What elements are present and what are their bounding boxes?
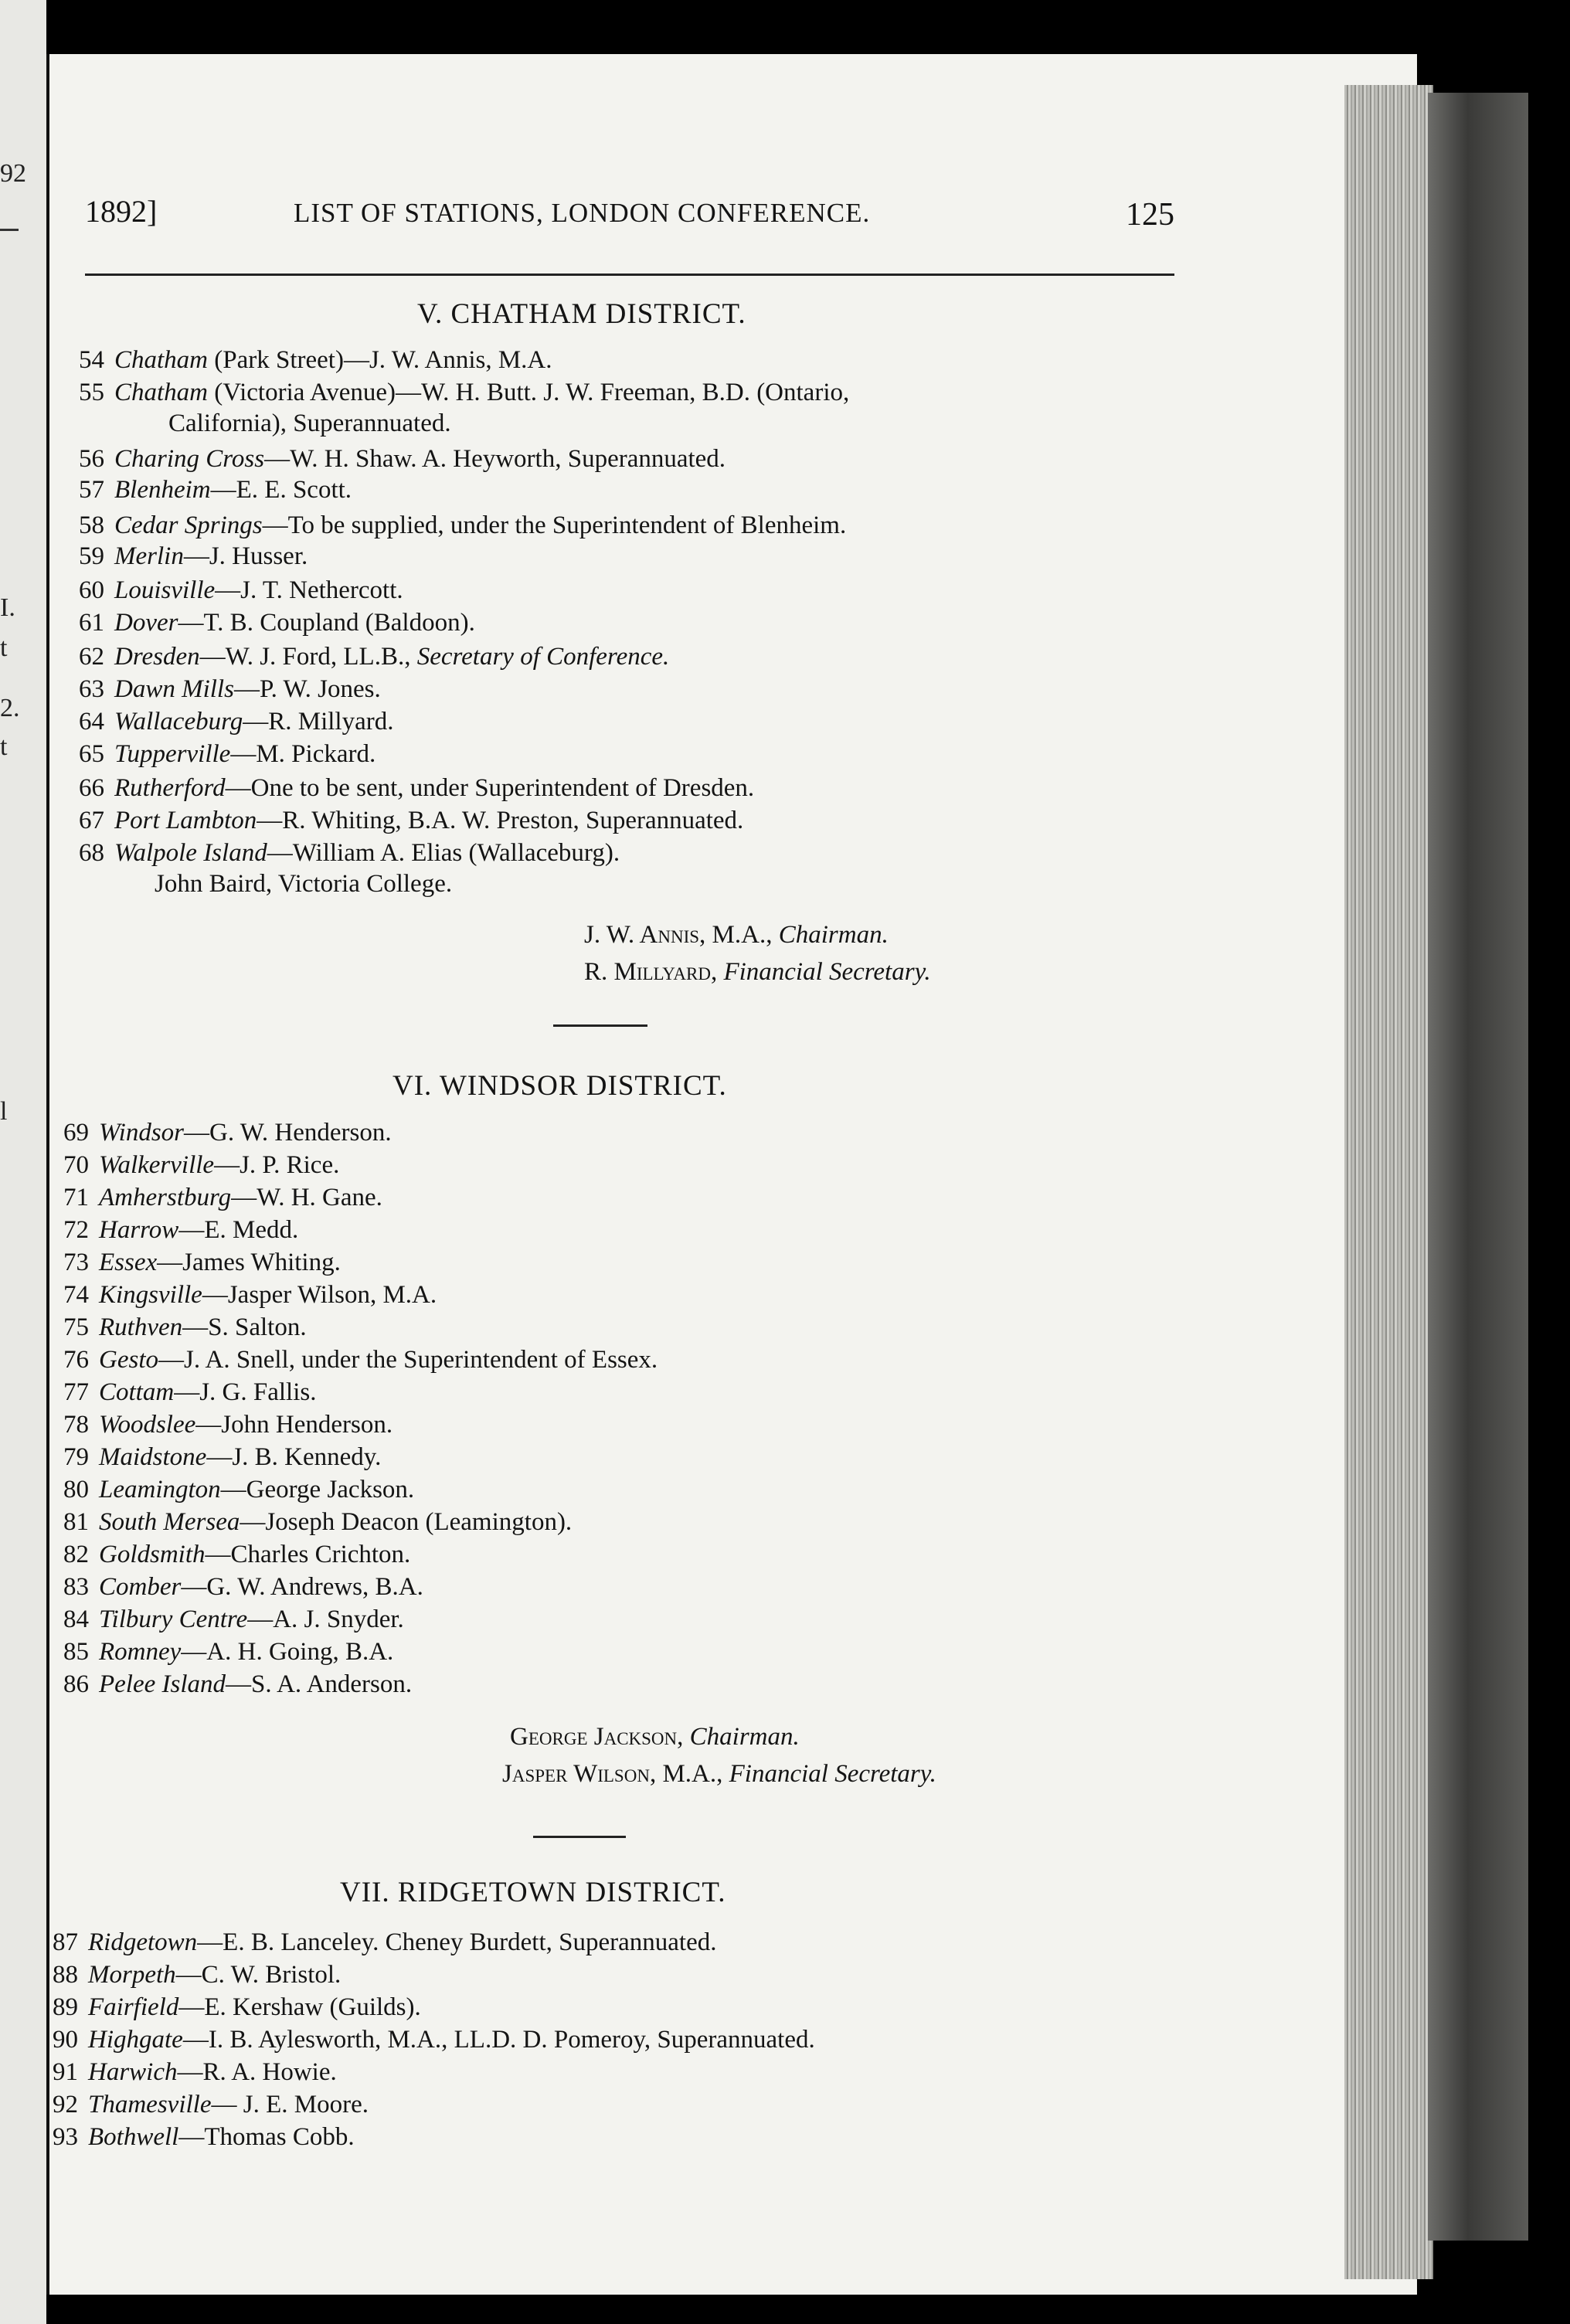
station-text: —George Jackson. — [220, 1476, 415, 1503]
station-entry — [79, 575, 403, 606]
district-title: VI. WINDSOR DISTRICT. — [392, 1070, 727, 1102]
station-entry — [79, 345, 552, 375]
station-number: 85 — [63, 1638, 89, 1666]
station-place: Fairfield — [88, 1993, 179, 2021]
station-place: Blenheim — [114, 476, 211, 504]
signatory-name: Jasper Wilson — [502, 1760, 650, 1788]
station-place: Ruthven — [99, 1313, 183, 1341]
signatory-role: Chairman. — [689, 1723, 800, 1751]
station-text: —P. W. Jones. — [233, 675, 381, 703]
adjacent-page-fragment: I. — [0, 593, 15, 622]
station-text: —James Whiting. — [157, 1249, 341, 1276]
page-stack-edge — [1344, 85, 1433, 2279]
station-entry — [63, 1442, 381, 1473]
station-entry — [53, 2057, 337, 2088]
station-entry — [63, 1279, 437, 1310]
station-text: —J. B. Kennedy. — [206, 1443, 382, 1471]
station-entry — [63, 1571, 423, 1602]
station-place: Kingsville — [99, 1281, 202, 1309]
station-number: 57 — [79, 476, 104, 504]
signatory-degree: , M.A., — [699, 921, 779, 949]
station-number: 83 — [63, 1573, 89, 1601]
station-text: —I. B. Aylesworth, M.A., LL.D. D. Pomeroy, Superannuated. — [182, 2026, 815, 2054]
station-entry — [63, 1636, 393, 1667]
station-number: 68 — [79, 839, 104, 867]
station-entry — [79, 739, 376, 770]
station-entry — [63, 1474, 414, 1505]
station-place: Maidstone — [99, 1443, 207, 1471]
station-text: —R. Millyard. — [243, 708, 394, 736]
station-place: Port Lambton — [114, 807, 257, 834]
station-number: 90 — [53, 2026, 78, 2054]
book-cover-edge — [1428, 93, 1528, 2241]
secretary-signature — [584, 958, 931, 987]
station-text: (Park Street)—J. W. Annis, M.A. — [208, 346, 552, 374]
station-text: —Jasper Wilson, M.A. — [202, 1281, 437, 1309]
station-text: — J. E. Moore. — [211, 2091, 369, 2118]
station-place: Walkerville — [99, 1151, 215, 1179]
station-place: Merlin — [114, 542, 184, 570]
station-text: —William A. Elias (Wallaceburg). — [267, 839, 620, 867]
station-entry — [79, 805, 743, 836]
signatory-degree: , — [677, 1723, 690, 1751]
station-place: Bothwell — [88, 2123, 179, 2151]
station-text: —W. H. Gane. — [231, 1184, 382, 1211]
station-number: 76 — [63, 1346, 89, 1374]
station-place: Thamesville — [88, 2091, 212, 2118]
station-continuation: California), Superannuated. — [168, 409, 451, 437]
station-continuation: John Baird, Victoria College. — [155, 870, 453, 898]
station-text: —A. H. Going, B.A. — [181, 1638, 394, 1666]
station-number: 78 — [63, 1411, 89, 1439]
signatory-role: Financial Secretary. — [729, 1760, 936, 1788]
station-entry — [53, 2122, 355, 2152]
station-role: Secretary of Conference. — [416, 643, 670, 671]
station-place: Goldsmith — [99, 1541, 206, 1568]
station-text: —J. T. Nethercott. — [215, 576, 403, 604]
district-title: V. CHATHAM DISTRICT. — [417, 298, 746, 330]
station-text: —J. G. Fallis. — [174, 1378, 317, 1406]
station-number: 74 — [63, 1281, 89, 1309]
station-text: —G. W. Andrews, B.A. — [181, 1573, 423, 1601]
station-place: Walpole Island — [114, 839, 267, 867]
station-entry — [63, 1312, 307, 1343]
station-entry — [63, 1377, 316, 1408]
station-text: —Charles Crichton. — [205, 1541, 411, 1568]
station-place: Pelee Island — [99, 1670, 226, 1698]
station-entry — [79, 541, 308, 572]
station-entry — [63, 1539, 410, 1570]
station-place: Harrow — [99, 1216, 179, 1244]
station-place: Highgate — [88, 2026, 183, 2054]
signatory-name: J. W. Annis — [584, 921, 700, 949]
station-number: 92 — [53, 2091, 78, 2118]
adjacent-page-rule — [0, 229, 19, 231]
station-place: Dawn Mills — [114, 675, 234, 703]
station-text: —J. P. Rice. — [214, 1151, 340, 1179]
station-number: 62 — [79, 643, 104, 671]
station-entry — [63, 1150, 339, 1181]
station-entry — [79, 706, 393, 737]
station-text: —E. Medd. — [178, 1216, 299, 1244]
station-number: 65 — [79, 740, 104, 768]
station-place: Dover — [114, 609, 178, 637]
station-number: 55 — [79, 379, 104, 406]
adjacent-page-fragment: t — [0, 634, 8, 662]
running-head-year: 1892] — [85, 194, 158, 229]
station-number: 91 — [53, 2058, 78, 2086]
station-number: 63 — [79, 675, 104, 703]
station-number: 89 — [53, 1993, 78, 2021]
station-entry — [63, 1669, 412, 1700]
station-entry — [63, 1507, 572, 1537]
station-number: 58 — [79, 511, 104, 539]
station-text: —R. Whiting, B.A. W. Preston, Superannuated. — [257, 807, 744, 834]
station-text: —J. Husser. — [183, 542, 308, 570]
station-entry — [79, 641, 669, 672]
station-text: —S. Salton. — [182, 1313, 307, 1341]
station-entry — [63, 1215, 298, 1245]
secretary-signature — [502, 1760, 936, 1789]
station-number: 60 — [79, 576, 104, 604]
signatory-role: Financial Secretary. — [723, 958, 931, 986]
station-text: —M. Pickard. — [230, 740, 376, 768]
station-text: —E. B. Lanceley. Cheney Burdett, Superannuated. — [197, 1928, 717, 1956]
station-number: 80 — [63, 1476, 89, 1503]
station-text: —John Henderson. — [195, 1411, 393, 1439]
chairman-signature — [510, 1723, 800, 1751]
station-text: —Joseph Deacon (Leamington). — [240, 1508, 573, 1536]
signatory-degree: , M.A., — [649, 1760, 729, 1788]
station-text: —T. B. Coupland (Baldoon). — [178, 609, 475, 637]
station-entry — [53, 1992, 421, 2023]
adjacent-page-edge — [0, 0, 46, 2324]
adjacent-page-number: 92 — [0, 159, 26, 188]
adjacent-page-fragment: 2. — [0, 694, 20, 722]
station-place: Tilbury Centre — [99, 1605, 248, 1633]
station-number: 73 — [63, 1249, 89, 1276]
station-number: 77 — [63, 1378, 89, 1406]
station-text: —Thomas Cobb. — [178, 2123, 355, 2151]
station-place: Rutherford — [114, 774, 226, 802]
station-entry — [63, 1117, 392, 1148]
section-separator — [553, 1024, 647, 1027]
station-number: 56 — [79, 445, 104, 473]
section-separator — [533, 1836, 626, 1838]
station-place: Gesto — [99, 1346, 158, 1374]
running-head — [85, 193, 1174, 240]
station-text: (Victoria Avenue)—W. H. Butt. J. W. Freeman, B.D. (Ontario, — [208, 379, 850, 406]
chairman-signature — [584, 921, 889, 950]
signatory-name: George Jackson — [510, 1723, 678, 1751]
station-text: —W. H. Shaw. A. Heyworth, Superannuated. — [264, 445, 726, 473]
station-entry — [53, 1927, 716, 1958]
station-number: 59 — [79, 542, 104, 570]
station-number: 70 — [63, 1151, 89, 1179]
station-place: Chatham — [114, 346, 209, 374]
station-text: —G. W. Henderson. — [184, 1119, 392, 1147]
station-number: 88 — [53, 1961, 78, 1989]
signatory-degree: , — [710, 958, 724, 986]
station-text: —R. A. Howie. — [177, 2058, 337, 2086]
station-place: Harwich — [88, 2058, 178, 2086]
station-text: —J. A. Snell, under the Superintendent of Essex. — [158, 1346, 658, 1374]
station-number: 69 — [63, 1119, 89, 1147]
station-entry — [79, 377, 849, 408]
station-entry — [63, 1247, 341, 1278]
station-place: Windsor — [99, 1119, 185, 1147]
station-entry — [63, 1344, 658, 1375]
station-number: 66 — [79, 774, 104, 802]
station-place: Chatham — [114, 379, 209, 406]
station-number: 86 — [63, 1670, 89, 1698]
signatory-role: Chairman. — [778, 921, 889, 949]
station-entry — [79, 674, 381, 705]
station-number: 93 — [53, 2123, 78, 2151]
station-place: Romney — [99, 1638, 182, 1666]
station-entry — [79, 607, 475, 638]
station-number: 87 — [53, 1928, 78, 1956]
station-place: Wallaceburg — [114, 708, 243, 736]
signatory-name: R. Millyard — [584, 958, 711, 986]
station-place: Morpeth — [88, 1961, 176, 1989]
station-place: Amherstburg — [99, 1184, 232, 1211]
station-text: —A. J. Snyder. — [247, 1605, 404, 1633]
station-place: Leamington — [99, 1476, 221, 1503]
station-text: —W. J. Ford, LL.B., — [199, 643, 417, 671]
adjacent-page-fragment: t — [0, 732, 8, 761]
station-number: 54 — [79, 346, 104, 374]
station-number: 61 — [79, 609, 104, 637]
station-entry — [53, 2024, 815, 2055]
station-number: 72 — [63, 1216, 89, 1244]
station-place: Louisville — [114, 576, 216, 604]
station-place: Comber — [99, 1573, 182, 1601]
station-place: Woodslee — [99, 1411, 196, 1439]
station-number: 75 — [63, 1313, 89, 1341]
station-place: South Mersea — [99, 1508, 240, 1536]
header-rule — [85, 274, 1174, 276]
station-number: 81 — [63, 1508, 89, 1536]
station-place: Cedar Springs — [114, 511, 263, 539]
station-place: Dresden — [114, 643, 200, 671]
station-place: Essex — [99, 1249, 158, 1276]
station-number: 67 — [79, 807, 104, 834]
station-number: 82 — [63, 1541, 89, 1568]
station-place: Cottam — [99, 1378, 175, 1406]
station-number: 79 — [63, 1443, 89, 1471]
running-head-title: LIST OF STATIONS, LONDON CONFERENCE. — [294, 198, 871, 228]
station-text: —One to be sent, under Superintendent of Dresden. — [225, 774, 755, 802]
station-text: —C. W. Bristol. — [175, 1961, 342, 1989]
station-place: Charing Cross — [114, 445, 265, 473]
station-place: Ridgetown — [88, 1928, 198, 1956]
adjacent-page-fragment: l — [0, 1097, 8, 1126]
district-title: VII. RIDGETOWN DISTRICT. — [340, 1877, 726, 1908]
station-text: —To be supplied, under the Superintendent of Blenheim. — [262, 511, 847, 539]
station-entry — [53, 2089, 369, 2120]
station-number: 71 — [63, 1184, 89, 1211]
station-entry — [63, 1409, 392, 1440]
station-entry — [79, 474, 352, 505]
station-entry — [53, 1959, 341, 1990]
station-entry — [79, 773, 754, 804]
station-text: —E. Kershaw (Guilds). — [178, 1993, 421, 2021]
station-number: 64 — [79, 708, 104, 736]
station-entry — [63, 1604, 404, 1635]
station-text: —S. A. Anderson. — [226, 1670, 413, 1698]
station-text: —E. E. Scott. — [210, 476, 352, 504]
station-entry — [79, 838, 620, 868]
station-entry — [63, 1182, 382, 1213]
station-number: 84 — [63, 1605, 89, 1633]
station-place: Tupperville — [114, 740, 231, 768]
page-number: 125 — [1126, 197, 1174, 233]
station-entry — [79, 443, 726, 474]
station-entry — [79, 510, 846, 541]
